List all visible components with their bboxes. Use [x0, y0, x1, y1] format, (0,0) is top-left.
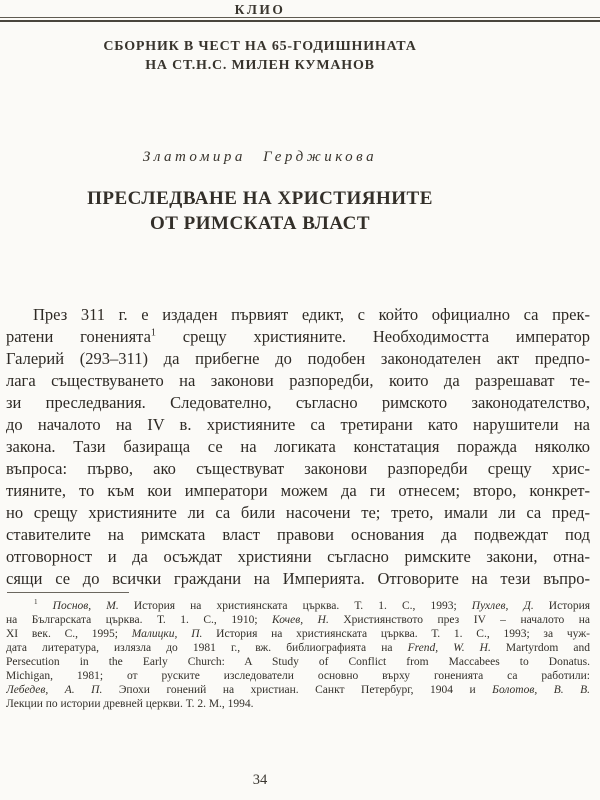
footnote-rule [7, 592, 129, 593]
article-title [0, 186, 520, 236]
header-rule [0, 17, 600, 22]
footnote-line: дата литература, излязла до 1981 г., вж. библиографията на Frend, W. H. Martyrdom and [6, 642, 590, 654]
footnote-line: $^1$ Поснов, М. История на християнската църква. Т. 1. С., 1993; Пухлев, Д. История [34, 599, 590, 612]
body-line: до началото на IV в. християните са третирани като нарушители на [6, 415, 590, 434]
body-line: но срещу християните ли са били насочени те; трето, имали ли са пред- [6, 503, 590, 522]
article-body [6, 304, 590, 590]
article-title-line: ОТ РИМСКАТА ВЛАСТ [149, 213, 371, 234]
page-number: 34 [252, 772, 268, 788]
body-line: закона. Тази базираща се на логиката констатация поражда няколко [6, 437, 590, 456]
body-line: сящи се до всички граждани на Империята. Отговорите на тези въпро- [6, 569, 590, 588]
footnote-line: Лебедев, А. П. Эпохи гонений на христиан. Санкт Петербург, 1904 и Болотов, В. В. [6, 684, 590, 696]
author-name: Златомира Герджикова [142, 149, 378, 165]
body-line: Галерий (293–311) да прибегне до подобен законодателен акт предпо- [6, 349, 590, 368]
running-header: КЛИО [234, 2, 286, 17]
article-title-line: ПРЕСЛЕДВАНЕ НА ХРИСТИЯНИТЕ [87, 188, 433, 209]
body-line: зи преследвания. Следователно, съгласно римското законодателство, [6, 393, 590, 412]
subtitle-line: СБОРНИК В ЧЕСТ НА 65-ГОДИШНИНАТА [103, 39, 417, 54]
footnote-line: Лекции по истории древней церкви. Т. 2. М., 1994. [6, 698, 254, 710]
footnote-line: XI век. С., 1995; Малицки, П. История на християнската църква. Т. 1. С., 1993; за чуж- [6, 628, 590, 640]
footnote-line: Persecution in the Early Church: A Study of Conflict from Maccabees to Donatus. [6, 656, 590, 668]
body-line: През 311 г. е издаден първият едикт, с който официално са прек- [33, 305, 590, 324]
footnote-line: на Българската църква. Т. 1. С., 1910; Кочев, Н. Християнството през IV – началото на [6, 614, 590, 626]
footnote [6, 599, 590, 711]
footnote-line: Michigan, 1981; от руските изследователи основно върху гоненията са работили: [6, 670, 590, 682]
body-line: лага съществуването на законови разпоредби, които да разрешават те- [6, 371, 590, 390]
body-line: отговорност и да осъждат християни съгласно римските закони, отна- [6, 547, 590, 566]
body-line: ставителите на римската власт правови основания да подвеждат под [6, 525, 590, 544]
body-line: ратени гоненията$^1$ срещу християните. Необходимостта император [6, 327, 590, 346]
subtitle-line: НА СТ.Н.С. МИЛЕН КУМАНОВ [145, 58, 375, 73]
dedication-subtitle [0, 37, 520, 75]
body-line: тияните, то към кои императори можем да ги отнесем; второ, конкрет- [6, 481, 590, 500]
body-line: въпроса: първо, ако съществуват законови разпоредби срещу хрис- [6, 459, 590, 478]
